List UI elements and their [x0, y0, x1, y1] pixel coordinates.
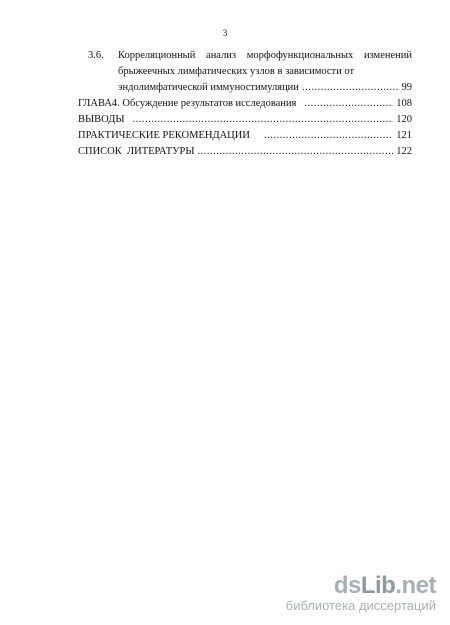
table-of-contents: [78, 48, 412, 160]
page-ref: 99: [401, 82, 412, 93]
toc-entry-recommendations: [78, 128, 412, 144]
page-ref: 122: [396, 146, 412, 157]
section-title-line-3: эндолимфатической иммуностимуляции: [118, 82, 299, 93]
dot-leader: [304, 96, 393, 112]
page-number: 3: [222, 28, 228, 38]
chapter-title: 4. Обсуждение результатов исследования: [111, 98, 297, 109]
section-title-line-2: брыжеечных лимфатических узлов в зависимости от: [118, 66, 355, 77]
dot-leader: [264, 128, 393, 144]
toc-entry-conclusions: [78, 112, 412, 128]
toc-entry-references: [78, 144, 412, 160]
section-title-line-1: Корреляционный анализ морфофункциональных изменений: [118, 50, 412, 61]
section-number: 3.6.: [88, 50, 104, 61]
chapter-label: ГЛАВА: [78, 98, 112, 109]
section-title-line-3-row: [118, 80, 412, 96]
conclusions-label: ВЫВОДЫ: [78, 114, 125, 125]
references-label: СПИСОК ЛИТЕРАТУРЫ: [78, 146, 195, 157]
page-ref: 108: [396, 98, 412, 109]
recommendations-label: ПРАКТИЧЕСКИЕ РЕКОМЕНДАЦИИ: [78, 130, 250, 141]
dslib-subtitle: библиотека диссертаций: [285, 598, 436, 613]
toc-entry-chapter-4: [78, 96, 412, 112]
page-ref: 121: [396, 130, 412, 141]
dot-leader: [133, 112, 394, 128]
dot-leader: [302, 80, 399, 96]
dslib-watermark: [286, 574, 436, 613]
page-ref: 120: [396, 114, 412, 125]
dslib-logo: dsLib.net: [333, 572, 436, 599]
toc-entry-section-3-6: [78, 48, 412, 96]
dot-leader: [198, 144, 394, 160]
